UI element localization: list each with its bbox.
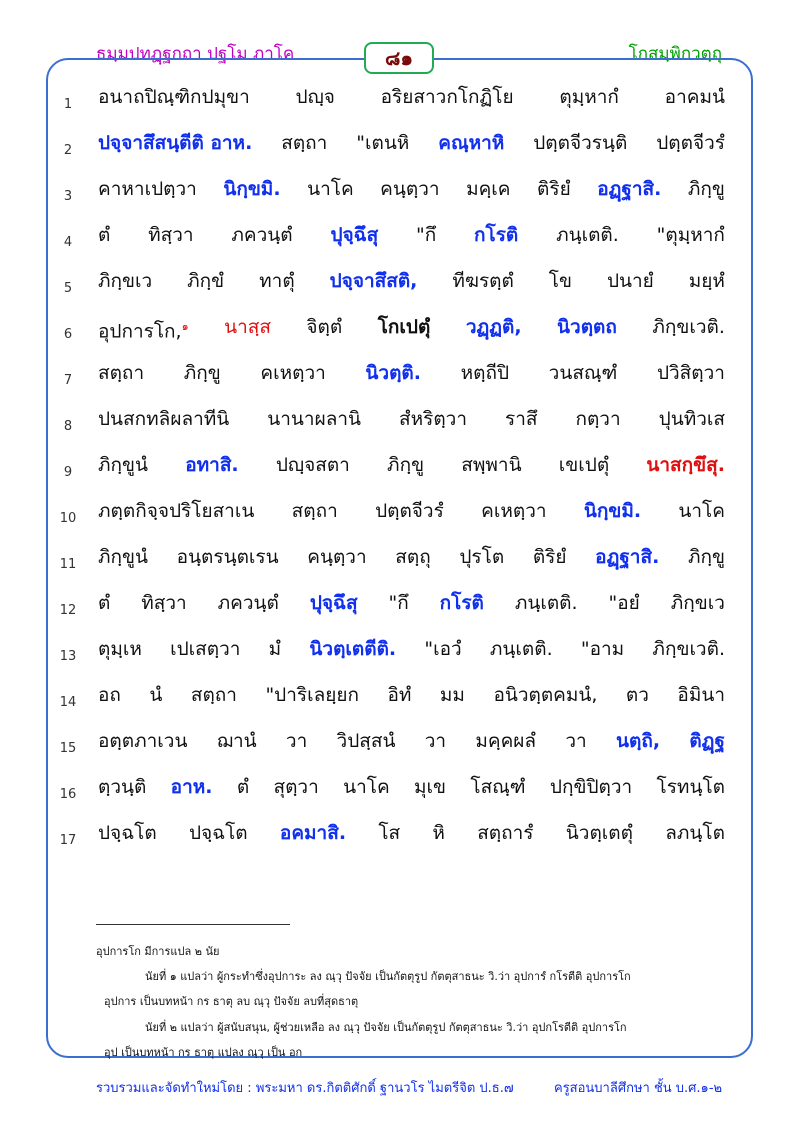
word: อตฺตภาเวน (98, 730, 188, 752)
word: ปจฺจาสึสนฺตีติ อาห. (98, 132, 253, 154)
word: เปเสตฺวา (170, 638, 241, 660)
text-line (46, 172, 753, 218)
word: ทิสฺวา (141, 592, 187, 614)
word: ภิกฺขเว (670, 592, 725, 614)
word: โสณฺฑํ (470, 776, 526, 798)
word: ปตฺตจีวรนฺติ (533, 132, 628, 154)
word: ปจฺจาสึสติ, (329, 270, 418, 292)
word: ภควนฺตํ (217, 592, 279, 614)
line-number: 14 (59, 695, 77, 710)
text-line (46, 586, 753, 632)
word: ภิกฺขู (387, 454, 425, 476)
word: นาโค (678, 500, 725, 522)
word: โรทนฺโต (656, 776, 725, 798)
word: มํ (268, 638, 282, 660)
line-number: 17 (59, 833, 77, 848)
line-text (98, 82, 725, 112)
word: วนสณฺฑํ (548, 362, 618, 384)
line-number: 11 (59, 557, 77, 572)
word: มยฺหํ (688, 270, 725, 292)
word: อทาสิ. (185, 454, 239, 476)
line-number: 7 (63, 373, 73, 388)
line-text (98, 266, 725, 296)
line-text (98, 542, 725, 572)
text-line (46, 816, 753, 862)
line-number: 3 (63, 189, 73, 204)
word: ตฺวนฺติ (98, 776, 147, 798)
word: ติริยํ (537, 178, 571, 200)
word: ปุรโต (459, 546, 505, 568)
word: ภิกฺขเว (98, 270, 153, 292)
line-text (98, 726, 725, 756)
word: ตุมฺหากํ (559, 86, 619, 108)
word: ปวิสิตฺวา (656, 362, 725, 384)
word: "กึ (415, 224, 437, 246)
word: วา (424, 730, 447, 752)
word: ปญฺจ (295, 86, 335, 108)
word: ปุนทิวเส (658, 408, 725, 430)
word: สพฺพานิ (461, 454, 522, 476)
word: นิวตฺตถ (557, 316, 617, 338)
word: อริยสาวกโกฏิโย (380, 86, 514, 108)
line-number: 9 (63, 465, 73, 480)
text-line (46, 448, 753, 494)
word: อนิวตฺตคมนํ, (493, 684, 598, 706)
word: "เตนหิ (356, 132, 410, 154)
word: ตํ (98, 592, 111, 614)
word: มม (439, 684, 465, 706)
word: ตํ (98, 224, 111, 246)
chapter-title: โกสมฺพิกวตฺถุ (628, 44, 722, 64)
line-number: 2 (63, 143, 73, 158)
text-line (46, 678, 753, 724)
word: สตฺถา (291, 500, 338, 522)
word: อาคมนํ (664, 86, 725, 108)
word: กโรติ (474, 224, 519, 246)
line-text (98, 588, 725, 618)
word: ภิกฺขู (687, 546, 725, 568)
text-line (46, 126, 753, 172)
word: สตฺถารํ (477, 822, 534, 844)
word: เขเปตุํ (558, 454, 610, 476)
line-text (98, 220, 725, 250)
line-text (98, 772, 725, 802)
word: สตฺถา (281, 132, 328, 154)
line-text (98, 174, 725, 204)
word: ภนฺเตติ. (489, 638, 553, 660)
footnote-marker: ๑ (181, 320, 189, 333)
word: ภิกฺขู (687, 178, 725, 200)
word: ปจฺฉโต (98, 822, 157, 844)
footnote-heading: อุปการโก มีการแปล ๒ นัย (96, 945, 220, 958)
line-text (98, 358, 725, 388)
word: ภิกฺขูนํ (98, 546, 149, 568)
text-line (46, 356, 753, 402)
word: ทาตุํ (259, 270, 295, 292)
word: นาโค (307, 178, 354, 200)
word: กตฺวา (575, 408, 621, 430)
word: นาสฺส (224, 316, 271, 338)
word: "อยํ (608, 592, 640, 614)
word: นาโค (343, 776, 390, 798)
word: นานาผลานิ (267, 408, 362, 430)
word: คาหาเปตฺวา (98, 178, 197, 200)
line-number: 8 (63, 419, 73, 434)
word: ปุจฺฉึสุ (309, 592, 358, 614)
word: ปตฺตจีวรํ (375, 500, 444, 522)
line-number: 10 (59, 511, 77, 526)
word: "อาม (580, 638, 625, 660)
word: นิวตฺเตตีติ. (309, 638, 397, 660)
word: ทีฆรตฺตํ (452, 270, 514, 292)
word: สตฺถุ (395, 546, 431, 568)
word: นิวตฺติ. (365, 362, 421, 384)
word: วา (565, 730, 587, 752)
line-number: 6 (63, 327, 73, 342)
word: นิกฺขมิ. (583, 500, 642, 522)
text-line (46, 632, 753, 678)
word: ภนฺเตติ. (556, 224, 619, 246)
text-line (46, 770, 753, 816)
word: ภิกฺขเวติ. (652, 316, 725, 338)
line-number: 4 (63, 235, 73, 250)
text-line (46, 264, 753, 310)
word: นาสกฺขึสุ. (646, 454, 725, 476)
word: "ตุมฺหากํ (656, 224, 725, 246)
word: วฏฺฏติ, (465, 316, 522, 338)
word: สํหริตฺวา (399, 408, 468, 430)
word: โกเปตุํ (377, 316, 431, 338)
line-number: 16 (59, 787, 77, 802)
word: อิมินา (677, 684, 725, 706)
line-number: 15 (59, 741, 77, 756)
word: คนฺตฺวา (307, 546, 367, 568)
word: นํ (149, 684, 163, 706)
word: ปจฺฉโต (188, 822, 248, 844)
text-line (46, 494, 753, 540)
word: "เอวํ (424, 638, 462, 660)
word: อาห. (170, 776, 213, 798)
word: ปนสกทลิผลาทีนิ (98, 408, 230, 430)
word: อถ (98, 684, 121, 706)
word: คเหตฺวา (481, 500, 547, 522)
word: อุปการโก,$^๑$ (98, 320, 189, 343)
word: ภิกฺขูนํ (98, 454, 149, 476)
word: จิตฺตํ (306, 316, 343, 338)
word: ภตฺตกิจฺจปริโยสาเน (98, 500, 255, 522)
word: ปกฺขิปิตฺวา (549, 776, 633, 798)
book-title: ธมฺมปทฏฺฐกถา ปฐโม ภาโค (96, 44, 295, 64)
word: ลภนฺโต (665, 822, 725, 844)
line-text (98, 496, 725, 526)
word: ภนฺเตติ. (514, 592, 578, 614)
word: ปญฺจสตา (275, 454, 350, 476)
text-line (46, 80, 753, 126)
word: ตุมฺเห (98, 638, 142, 660)
word: อฏฺฐาสิ. (595, 546, 660, 568)
page-number: ๘๑ (364, 42, 434, 74)
footnote-reading-2: นัยที่ ๒ แปลว่า ผู้สนับสนุน, ผู้ช่วยเหลือ ลง ณฺวุ ปัจจัย เป็นกัตตุรูป กัตตุสาธนะ วิ.ว่า อุปกโรตีติ อุปการโก (145, 1021, 627, 1034)
word: ภิกฺขู (183, 362, 221, 384)
word: ตํ (236, 776, 250, 798)
word: อิทํ (387, 684, 412, 706)
line-text (98, 312, 725, 346)
footer-course: ครูสอนบาลีศึกษา ชั้น บ.ศ.๑-๒ (554, 1081, 723, 1096)
word: หิ (432, 822, 445, 844)
text-line (46, 540, 753, 586)
word: ติฏฺฐ (689, 730, 725, 752)
line-number: 1 (63, 97, 73, 112)
text-line (46, 402, 753, 448)
text-line (46, 724, 753, 770)
word: ตว (625, 684, 649, 706)
word: มุเข (414, 776, 447, 798)
word: ทิสฺวา (148, 224, 194, 246)
line-number: 13 (59, 649, 77, 664)
footnote-rule (96, 924, 290, 925)
footnote-reading-2-cont: อุป เป็นบทหน้า กร ธาตุ แปลง ณฺวุ เป็น อก (104, 1046, 303, 1059)
word: โข (548, 270, 572, 292)
word: ปุจฺฉึสุ (330, 224, 379, 246)
word: ภควนฺตํ (231, 224, 293, 246)
word: "กึ (388, 592, 409, 614)
word: นิวตฺเตตุํ (565, 822, 633, 844)
word: ภิกฺขเวติ. (652, 638, 725, 660)
word: สุตฺวา (273, 776, 319, 798)
word: อนาถปิณฺฑิกปมุขา (98, 86, 250, 108)
word: คเหตฺวา (260, 362, 326, 384)
word: นตฺถิ, (616, 730, 661, 752)
word: ฌานํ (216, 730, 257, 752)
word: หตฺถีปิ (460, 362, 510, 384)
line-text (98, 818, 725, 848)
word: วา (285, 730, 308, 752)
word: นิกฺขมิ. (223, 178, 281, 200)
line-text (98, 680, 725, 710)
word: กโรติ (439, 592, 484, 614)
word: ภิกฺขํ (187, 270, 225, 292)
text-line (46, 218, 753, 264)
word: ปตฺตจีวรํ (656, 132, 725, 154)
line-text (98, 450, 725, 480)
line-number: 12 (59, 603, 77, 618)
word: สตฺถา (98, 362, 145, 384)
line-text (98, 128, 725, 158)
word: อคมาสิ. (279, 822, 347, 844)
word: สตฺถา (190, 684, 237, 706)
word: อฏฺฐาสิ. (597, 178, 662, 200)
word: ปนายํ (606, 270, 654, 292)
footnote-reading-1: นัยที่ ๑ แปลว่า ผู้กระทำซึ่งอุปการะ ลง ณฺวุ ปัจจัย เป็นกัตตุรูป กัตตุสาธนะ วิ.ว่า อุปการํ กโรตีติ อุปการโก (145, 970, 631, 983)
footer-compiler: รวบรวมและจัดทำใหม่โดย : พระมหา ดร.กิตติศักดิ์ ฐานวโร ไมตรีจิต ป.ธ.๗ (96, 1081, 514, 1096)
word: คนฺตฺวา (380, 178, 440, 200)
footnote-reading-1-cont: อุปการ เป็นบทหน้า กร ธาตุ ลบ ณฺวุ ปัจจัย ลบที่สุดธาตุ (104, 995, 359, 1008)
line-text (98, 404, 725, 434)
word: มคฺคผลํ (475, 730, 537, 752)
line-number: 5 (63, 281, 73, 296)
word: โส (378, 822, 401, 844)
word: คณฺหาหิ (438, 132, 505, 154)
word: ราสึ (505, 408, 538, 430)
word: อนฺตรนฺตเรน (176, 546, 279, 568)
line-text (98, 634, 725, 664)
word: "ปาริเลยฺยก (265, 684, 360, 706)
word: ติริยํ (532, 546, 567, 568)
word: มคฺเค (466, 178, 511, 200)
word: วิปสฺสนํ (336, 730, 396, 752)
text-line (46, 310, 753, 356)
